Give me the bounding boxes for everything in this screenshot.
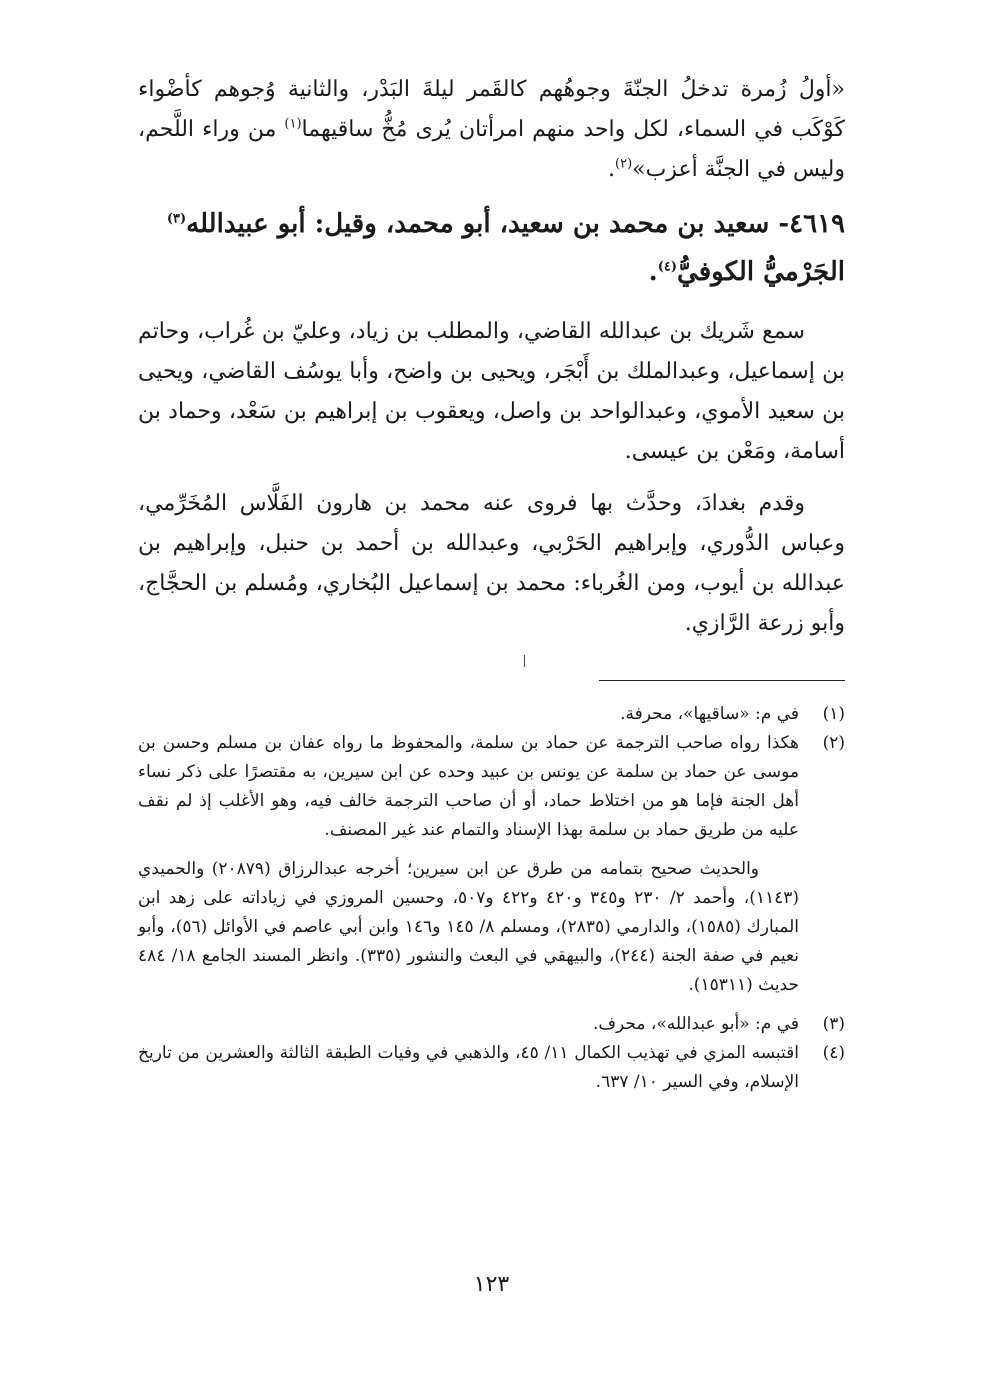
footnote-item (138, 1010, 845, 1039)
footnote-ref-3[interactable]: (٣) (166, 211, 187, 227)
quote-text-1: «أولُ زُمرة تدخلُ الجنّةَ وجوهُهم كالقَمر ليلةَ البَدْر، والثانية وُجوهم كأضْواء كَوْكَب في السماء، لكل واحد منهم امرأتان يُرى مُخُّ ساقيهما (138, 77, 845, 142)
footnote-number: (٤) (822, 1043, 845, 1063)
spacer (138, 1000, 845, 1010)
quote-text-2: من وراء اللَّحم، وليس في الجنَّة أعزب» (138, 117, 845, 182)
footnote-continuation: والحديث صحيح بتمامه من طرق عن ابن سيرين؛ أخرجه عبدالرزاق (٢٠٨٧٩) والحميدي (١١٤٣)، وأحمد ٢/ ٢٣٠ و٣٤٥ و٤٢٠ و٤٢٢ و٥٠٧، وحسين المروزي في زياداته على زهد ابن المبارك (١٥٨٥)، والدارمي (٢٨٣٥)، ومسلم ٨/ ١٤٥ و١٤٦ وابن أبي عاصم في الأوائل (٥٦)، وأبو نعيم في صفة الجنة (٢٤٤)، والبيهقي في البعث والنشور (٣٣٥). وانظر المسند الجامع ١٨/ ٤٨٤ حديث (١٥٣١١). (138, 859, 799, 995)
page-number: ١٢٣ (473, 1272, 510, 1297)
hadith-quote (138, 70, 845, 190)
footnote-number: (١) (822, 704, 845, 724)
footnote-number: (٢) (822, 733, 845, 753)
footnote-text: اقتبسه المزي في تهذيب الكمال ١١/ ٤٥، والذهبي في وفيات الطبقة الثالثة والعشرين من تاريخ الإسلام، وفي السير ١٠/ ٦٣٧. (138, 1043, 799, 1092)
footnotes (138, 700, 845, 1097)
footnote-text: في م: «أبو عبدالله»، محرف. (592, 1014, 799, 1034)
footnote-ref-1[interactable]: (١) (284, 116, 302, 132)
footnote-item (138, 1039, 845, 1097)
stray-mark (524, 655, 525, 667)
bio-paragraph-students: وقدم بغدادَ، وحدَّث بها فروى عنه محمد بن هارون الفَلَّاس المُخَرِّمي، وعباس الدُّوري، وإبراهيم الحَرْبي، وعبدالله بن أحمد بن حنبل، وإبراهيم بن عبدالله بن أيوب، ومن الغُرباء: محمد بن إسماعيل البُخاري، ومُسلم بن الحجَّاج، وأبو زرعة الرَّازي. (138, 491, 845, 636)
footnote-text (138, 729, 799, 1000)
footnote-ref-4[interactable]: (٤) (657, 259, 678, 275)
bio-paragraph-teachers: سمع شَريك بن عبدالله القاضي، والمطلب بن زياد، وعليّ بن غُراب، وحاتم بن إسماعيل، وعبدالملك بن أَبْجَر، ويحيى بن واضح، وأبا يوسُف القاضي، ويحيى بن سعيد الأموي، وعبدالواحد بن واصل، ويعقوب بن إبراهيم بن سَعْد، وحماد بن أسامة، ومَعْن بن عيسى. (138, 319, 845, 464)
footnote-text: في م: «ساقيها»، محرفة. (620, 704, 799, 724)
spacer (138, 845, 799, 855)
footnote-text-main: هكذا رواه صاحب الترجمة عن حماد بن سلمة، والمحفوظ ما رواه عفان بن مسلم وحسن بن موسى عن حماد بن سلمة عن يونس بن عبيد وحده عن ابن سيرين، به مقتصرًا على ذكر نساء أهل الجنة فإما هو من اختلاط حماد، أو أن صاحب الترجمة خالف فيه، وهو الأغلب إذ لم نقف عليه من طريق حماد بن سلمة بهذا الإسناد والتمام عند غير المصنف. (138, 733, 799, 840)
footnote-number: (٣) (822, 1014, 845, 1034)
quote-text-3: . (608, 157, 615, 182)
footnote-separator (599, 680, 845, 681)
entry-title-text-1: ٤٦١٩- سعيد بن محمد بن سعيد، أبو محمد، وقيل: أبو عبيدالله (186, 209, 845, 239)
entry-title (138, 200, 845, 296)
footnote-ref-2[interactable]: (٢) (615, 156, 633, 172)
footnote-item (138, 700, 845, 729)
entry-title-text-3: . (648, 257, 658, 287)
footnote-item (138, 729, 845, 1000)
entry-title-text-2: الجَرْميُّ الكوفيُّ (677, 257, 845, 287)
